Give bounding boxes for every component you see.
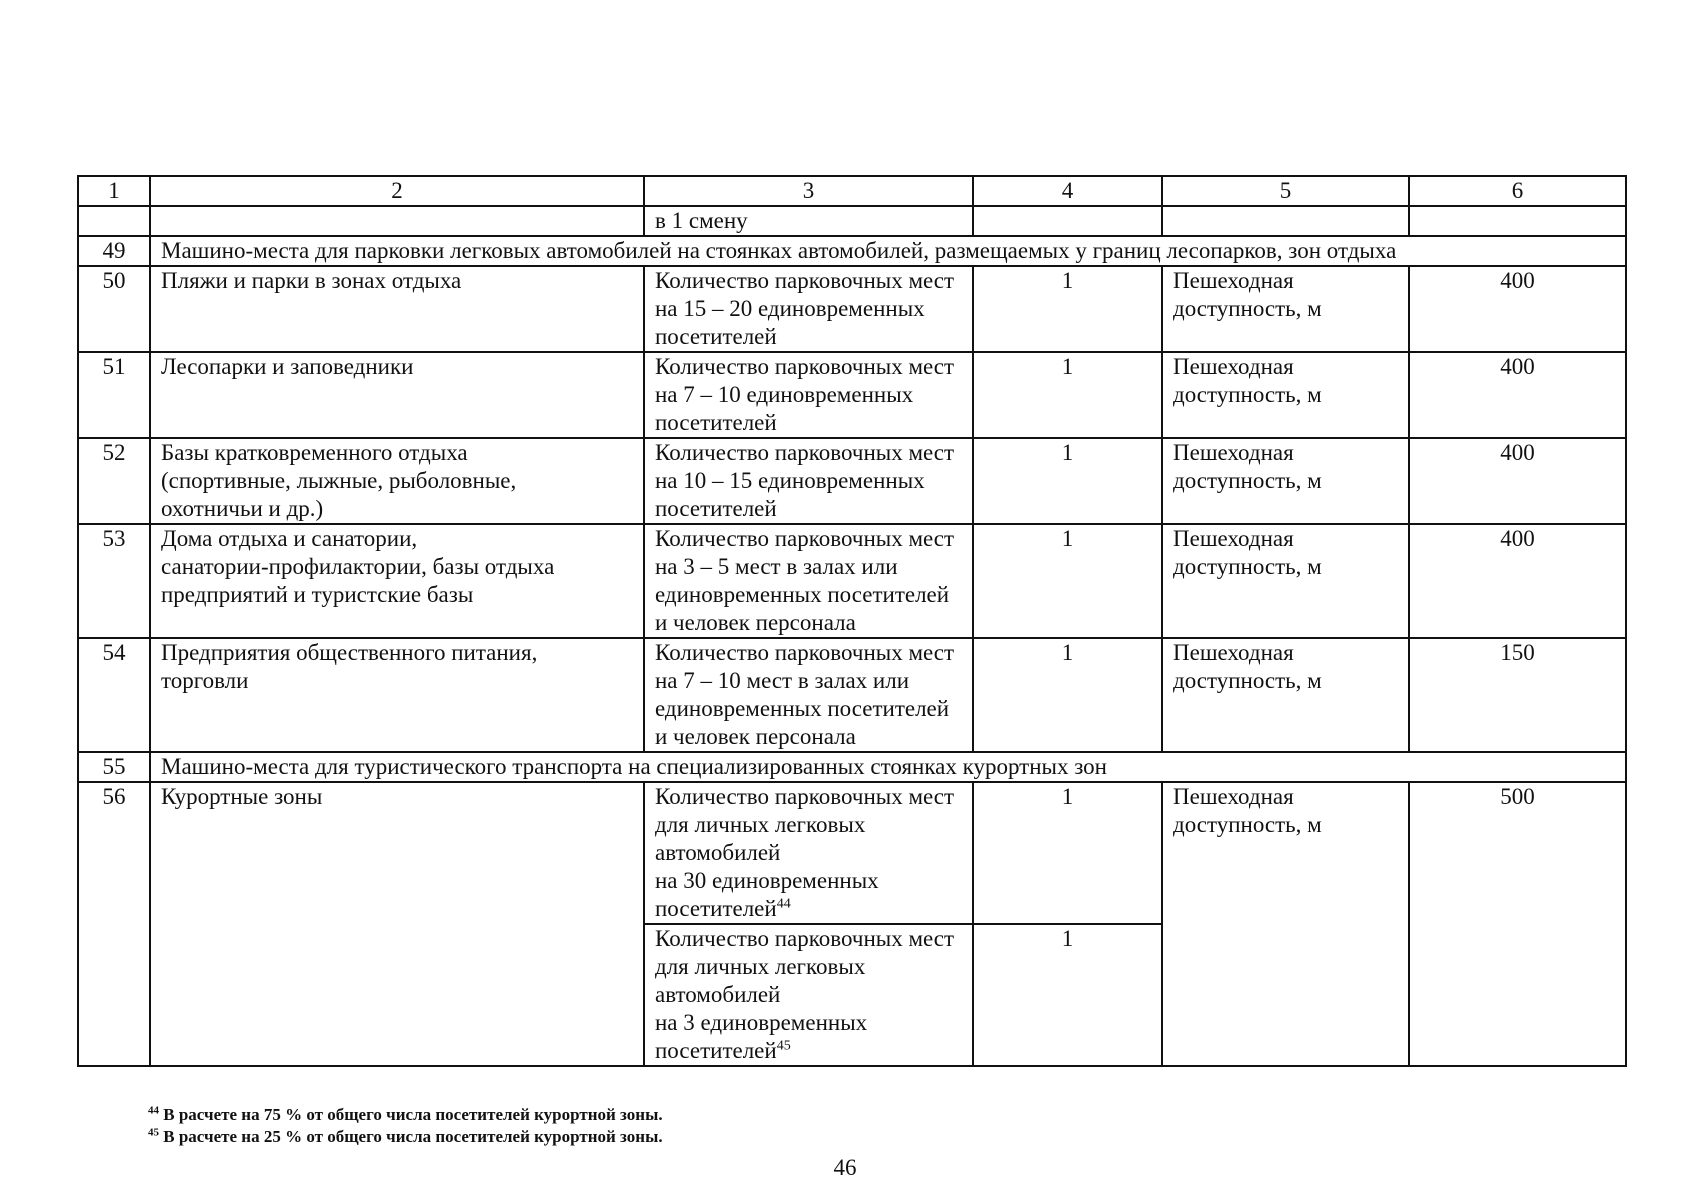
empty-cell [1162, 206, 1409, 236]
section-row [78, 752, 1626, 782]
footnote-number: 44 [148, 1104, 159, 1117]
empty-cell [150, 206, 644, 236]
row-number: 54 [78, 638, 150, 752]
object-cell: Пляжи и парки в зонах отдыха [150, 266, 644, 352]
unit-cell: Количество парковочных мест на 10 – 15 единовременных посетителей [644, 438, 973, 524]
value-cell: 1 [973, 524, 1162, 638]
value-cell: 1 [973, 438, 1162, 524]
empty-cell [973, 206, 1162, 236]
empty-cell [78, 206, 150, 236]
value-cell: 1 [973, 924, 1162, 1066]
footnote-mark: 44 [776, 896, 791, 912]
row-number: 50 [78, 266, 150, 352]
indicator-cell: Пешеходная доступность, м [1162, 266, 1409, 352]
unit-text: Количество парковочных мест для личных легковых автомобилей на 3 единовременных посетителей [655, 926, 955, 1063]
section-row [78, 236, 1626, 266]
row-number: 49 [78, 236, 150, 266]
unit-cell: Количество парковочных мест на 7 – 10 единовременных посетителей [644, 352, 973, 438]
norms-table [77, 175, 1627, 1067]
column-header: 3 [644, 176, 973, 206]
section-title: Машино-места для парковки легковых автомобилей на стоянках автомобилей, размещаемых у границ лесопарков, зон отдыха [150, 236, 1626, 266]
section-title: Машино-места для туристического транспорта на специализированных стоянках курортных зон [150, 752, 1626, 782]
footnotes [148, 1104, 663, 1148]
unit-cell: Количество парковочных мест на 15 – 20 единовременных посетителей [644, 266, 973, 352]
value-cell: 1 [973, 782, 1162, 924]
indicator-cell: Пешеходная доступность, м [1162, 638, 1409, 752]
indicator-cell: Пешеходная доступность, м [1162, 782, 1409, 1066]
unit-text: Количество парковочных мест для личных легковых автомобилей на 30 единовременных посетителей [655, 784, 955, 921]
limit-cell: 500 [1409, 782, 1626, 1066]
limit-cell: 400 [1409, 266, 1626, 352]
limit-cell: 400 [1409, 438, 1626, 524]
object-cell: Лесопарки и заповедники [150, 352, 644, 438]
empty-cell [1409, 206, 1626, 236]
column-number-row [78, 176, 1626, 206]
row-number: 51 [78, 352, 150, 438]
value-cell: 1 [973, 638, 1162, 752]
indicator-cell: Пешеходная доступность, м [1162, 438, 1409, 524]
table-row [78, 438, 1626, 524]
value-cell: 1 [973, 266, 1162, 352]
table-row [78, 524, 1626, 638]
row-number: 55 [78, 752, 150, 782]
unit-cell [644, 782, 973, 924]
row-number: 52 [78, 438, 150, 524]
continuation-text: в 1 смену [644, 206, 973, 236]
footnote-text: В расчете на 25 % от общего числа посетителей курортной зоны. [159, 1127, 663, 1146]
continuation-row [78, 206, 1626, 236]
row-number: 53 [78, 524, 150, 638]
table-row [78, 638, 1626, 752]
footnote [148, 1104, 663, 1126]
limit-cell: 400 [1409, 524, 1626, 638]
indicator-cell: Пешеходная доступность, м [1162, 524, 1409, 638]
table-row [78, 352, 1626, 438]
column-header: 6 [1409, 176, 1626, 206]
footnote-number: 45 [148, 1126, 159, 1139]
footnote [148, 1126, 663, 1148]
limit-cell: 150 [1409, 638, 1626, 752]
unit-cell [644, 924, 973, 1066]
value-cell: 1 [973, 352, 1162, 438]
table-row [78, 266, 1626, 352]
limit-cell: 400 [1409, 352, 1626, 438]
table-row [78, 782, 1626, 924]
column-header: 5 [1162, 176, 1409, 206]
unit-cell: Количество парковочных мест на 3 – 5 мест в залах или единовременных посетителей и человек персонала [644, 524, 973, 638]
column-header: 2 [150, 176, 644, 206]
indicator-cell: Пешеходная доступность, м [1162, 352, 1409, 438]
page-number: 46 [833, 1155, 857, 1180]
footnote-mark: 45 [776, 1038, 791, 1054]
column-header: 4 [973, 176, 1162, 206]
object-cell: Предприятия общественного питания, торговли [150, 638, 644, 752]
column-header: 1 [78, 176, 150, 206]
footnote-text: В расчете на 75 % от общего числа посетителей курортной зоны. [159, 1105, 663, 1124]
object-cell: Курортные зоны [150, 782, 644, 1066]
object-cell: Дома отдыха и санатории, санатории-профилактории, базы отдыха предприятий и туристские базы [150, 524, 644, 638]
row-number: 56 [78, 782, 150, 1066]
object-cell: Базы кратковременного отдыха (спортивные, лыжные, рыболовные, охотничьи и др.) [150, 438, 644, 524]
unit-cell: Количество парковочных мест на 7 – 10 мест в залах или единовременных посетителей и человек персонала [644, 638, 973, 752]
